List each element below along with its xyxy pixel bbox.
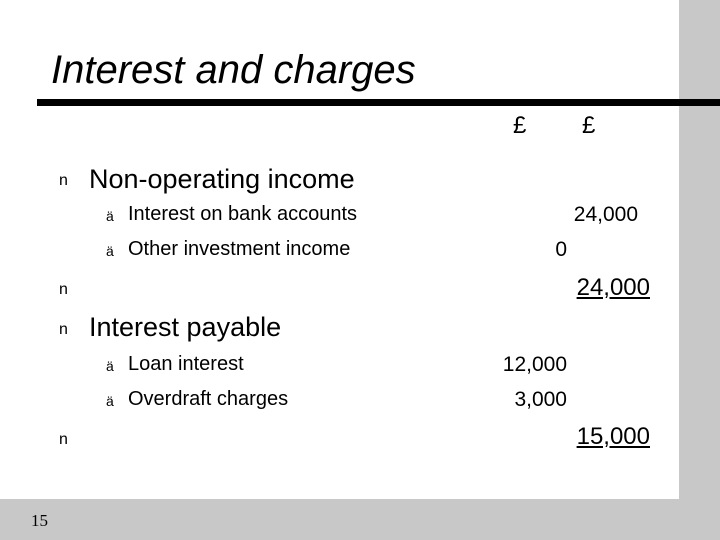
- item-amount-other-investment-income: 0: [555, 238, 567, 261]
- item-label-interest-on-bank-accounts: Interest on bank accounts: [128, 203, 358, 225]
- item-bullet-icon: ä: [106, 358, 114, 374]
- column-header-right: £: [582, 112, 596, 139]
- total-bullet-icon: n: [59, 431, 68, 448]
- item-amount-loan-interest: 12,000: [502, 353, 567, 376]
- total-bullet-icon: n: [59, 281, 68, 298]
- item-label-loan-interest: Loan interest: [128, 353, 244, 375]
- title-underline-rule: [37, 99, 720, 106]
- item-label-other-investment-income: Other investment income: [128, 238, 351, 260]
- section-heading-non-operating-income: Non-operating income: [89, 164, 355, 194]
- item-bullet-icon: ä: [106, 208, 114, 224]
- item-label-overdraft-charges: Overdraft charges: [128, 388, 289, 410]
- section-bullet-icon: n: [59, 321, 68, 338]
- slide-number: 15: [31, 511, 48, 530]
- section-total-non-operating-income: 24,000: [576, 274, 650, 301]
- item-bullet-icon: ä: [106, 243, 114, 259]
- column-header-left: £: [513, 112, 527, 139]
- slide-frame-right: [679, 0, 720, 540]
- item-amount-overdraft-charges: 3,000: [514, 388, 567, 411]
- slide-frame-bottom: [0, 499, 679, 540]
- section-heading-interest-payable: Interest payable: [89, 312, 282, 342]
- slide-title: Interest and charges: [51, 48, 416, 92]
- item-bullet-icon: ä: [106, 393, 114, 409]
- item-amount-interest-on-bank-accounts: 24,000: [573, 203, 638, 226]
- section-total-interest-payable: 15,000: [576, 423, 650, 450]
- section-bullet-icon: n: [59, 172, 68, 189]
